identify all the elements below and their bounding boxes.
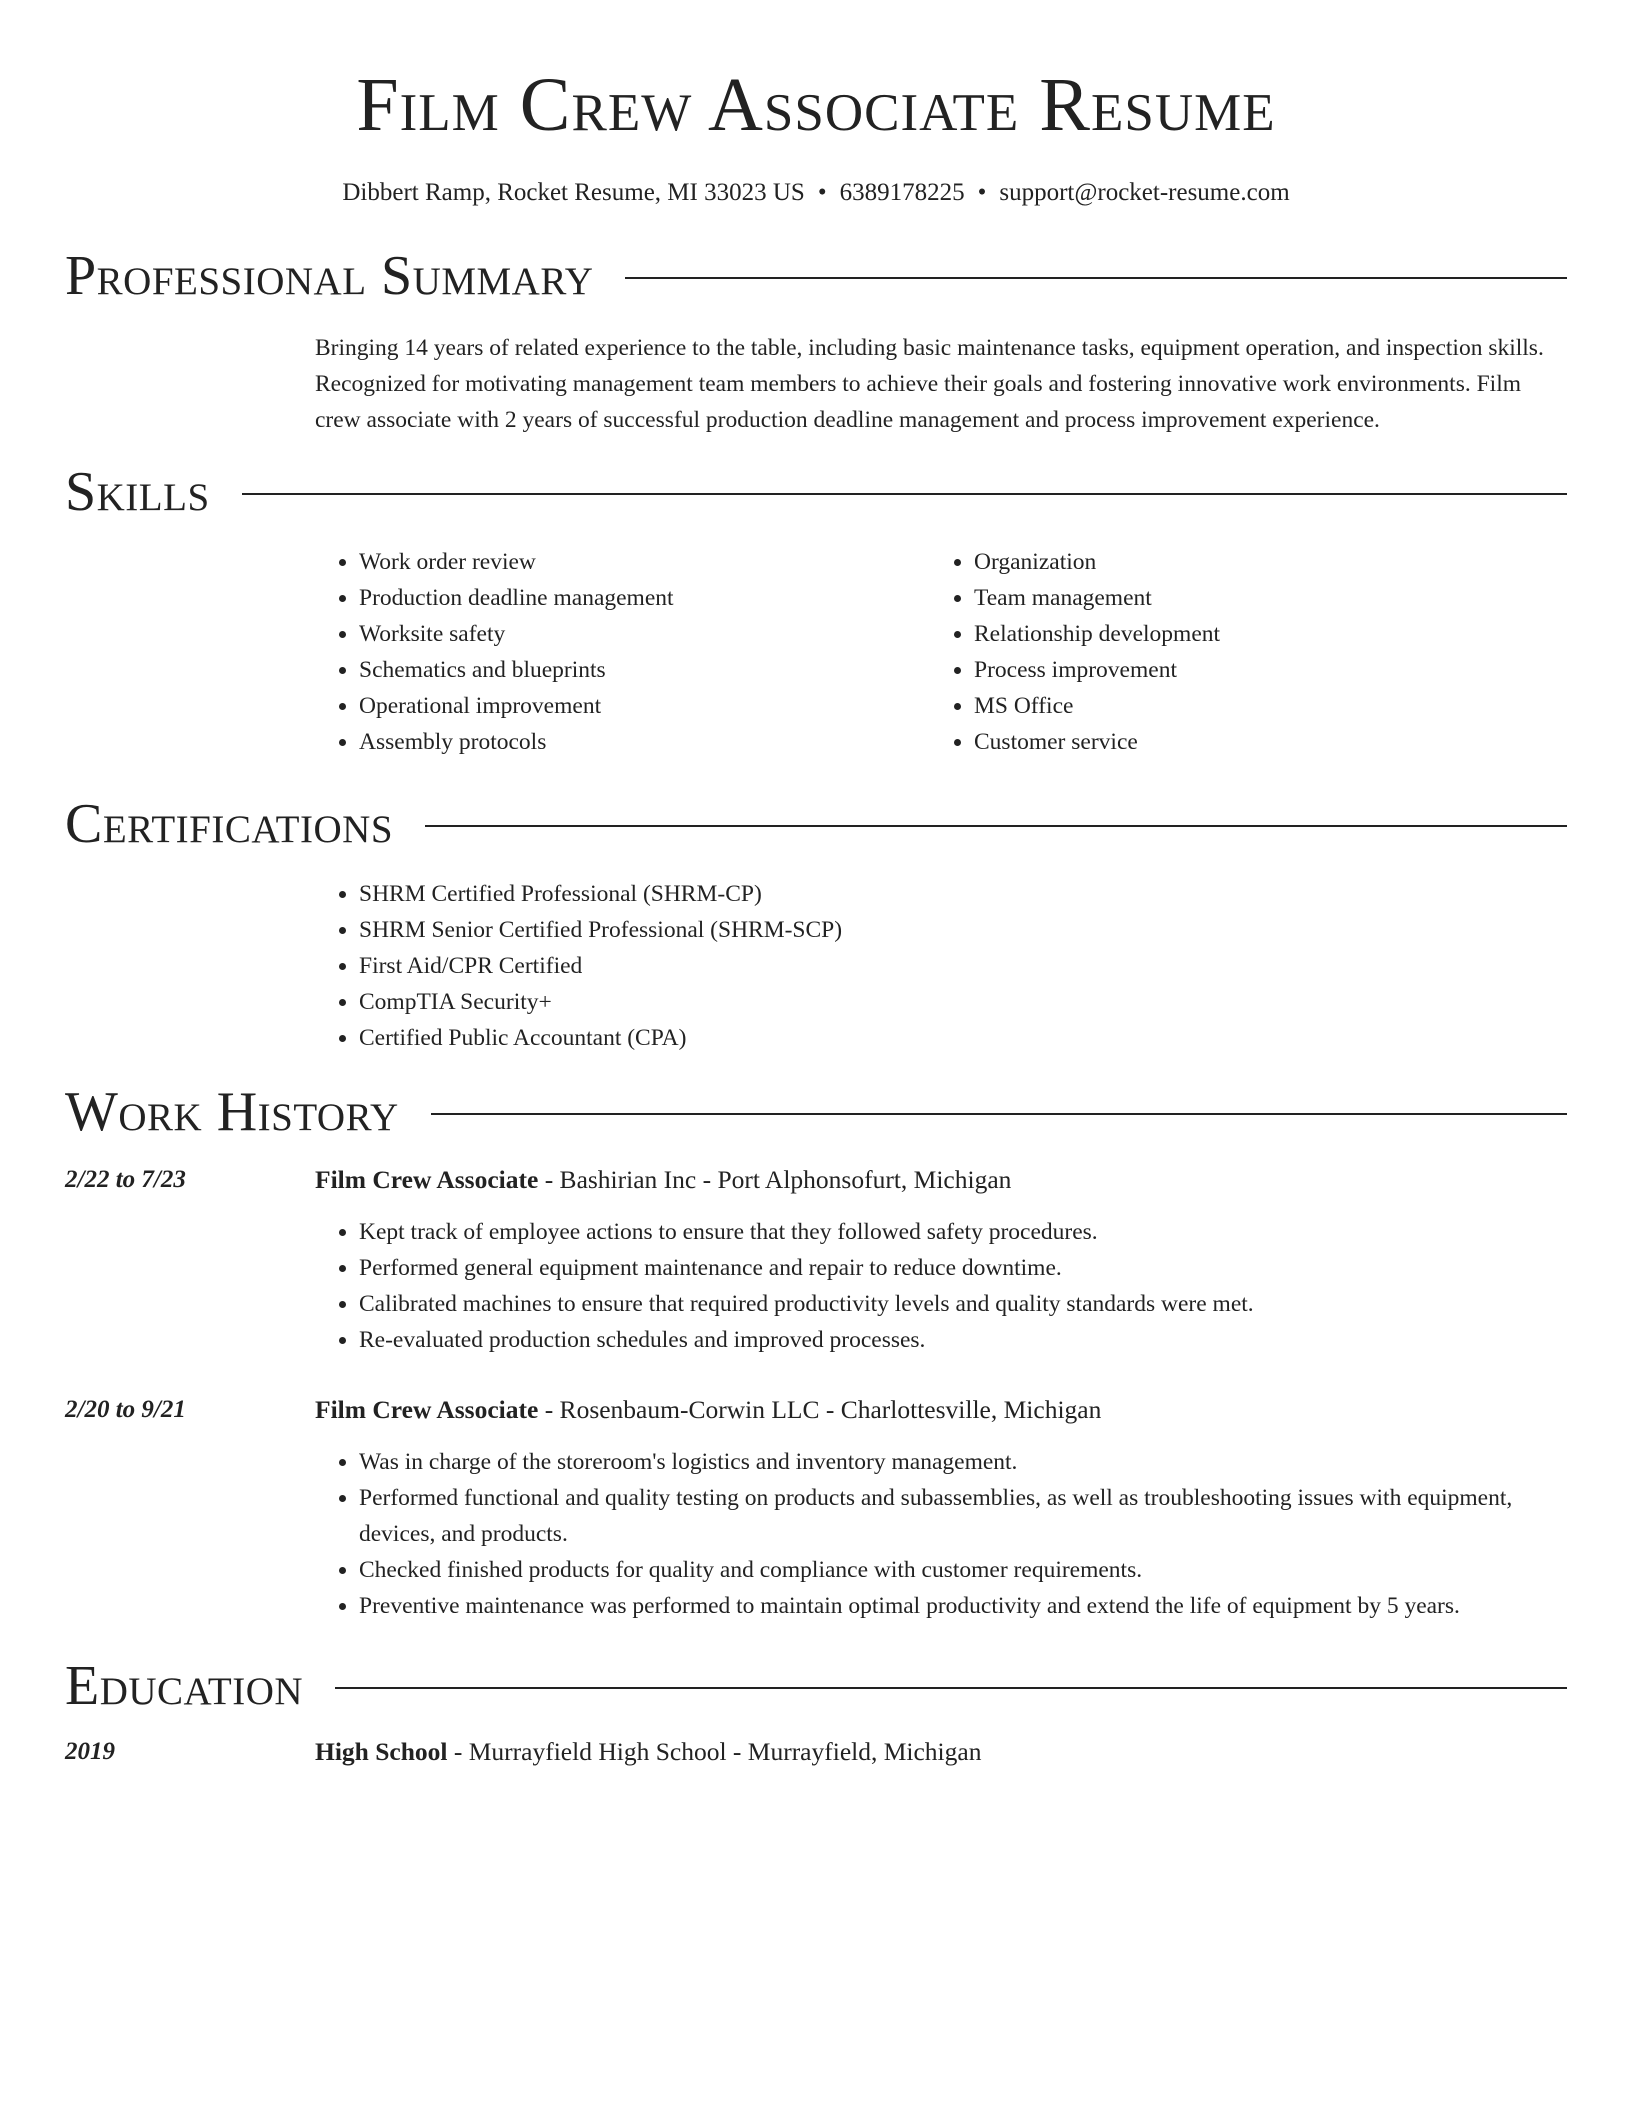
job-bullet: • Performed general equipment maintenance and repair to reduce downtime.: [359, 1250, 1567, 1286]
job-bullet: • Preventive maintenance was performed to maintain optimal productivity and extend the life of equipment by 5 years.: [359, 1588, 1567, 1624]
skill-item: • Worksite safety: [359, 616, 930, 652]
job-bullets: [315, 1444, 1567, 1624]
section-divider: [425, 825, 1567, 827]
section-divider: [625, 277, 1567, 279]
skill-item: • Assembly protocols: [359, 724, 930, 760]
skill-item: • Relationship development: [974, 616, 1545, 652]
certifications-list: [315, 876, 1567, 1056]
skill-item: • Organization: [974, 544, 1545, 580]
contact-phone: 6389178225: [839, 179, 965, 206]
job-date: 2/22 to 7/23: [65, 1166, 186, 1193]
education-section-header: [65, 1654, 1567, 1718]
summary-heading: Professional Summary: [65, 245, 594, 307]
job-bullet: • Kept track of employee actions to ensure that they followed safety procedures.: [359, 1214, 1567, 1250]
section-divider: [242, 493, 1567, 495]
skill-item: • Team management: [974, 580, 1545, 616]
skill-item: • Process improvement: [974, 652, 1545, 688]
skills-column-left: [315, 544, 930, 760]
job-entry: [65, 1392, 1567, 1624]
education-school: - Murrayfield High School - Murrayfield, Michigan: [447, 1737, 982, 1766]
section-divider: [335, 1687, 1567, 1689]
job-bullet: • Performed functional and quality testing on products and subassemblies, as well as troubleshooting issues with equipment, devices, and products.: [359, 1480, 1567, 1552]
job-title: Film Crew Associate: [315, 1165, 539, 1194]
work-history-section-header: [65, 1080, 1567, 1144]
job-bullet: • Calibrated machines to ensure that required productivity levels and quality standards were met.: [359, 1286, 1567, 1322]
skill-item: • MS Office: [974, 688, 1545, 724]
skills-grid: [315, 544, 1567, 760]
job-bullet: • Checked finished products for quality and compliance with customer requirements.: [359, 1552, 1567, 1588]
skill-item: • Schematics and blueprints: [359, 652, 930, 688]
certification-item: • SHRM Senior Certified Professional (SHRM-SCP): [359, 912, 1567, 948]
contact-address: Dibbert Ramp, Rocket Resume, MI 33023 US: [342, 179, 805, 206]
job-date: 2/20 to 9/21: [65, 1396, 186, 1423]
education-heading: Education: [65, 1655, 304, 1717]
certification-item: • SHRM Certified Professional (SHRM-CP): [359, 876, 1567, 912]
work-history-heading: Work History: [65, 1081, 399, 1143]
job-bullet: • Re-evaluated production schedules and improved processes.: [359, 1322, 1567, 1358]
certification-item: • CompTIA Security+: [359, 984, 1567, 1020]
education-date: 2019: [65, 1738, 115, 1765]
skill-item: • Operational improvement: [359, 688, 930, 724]
skills-heading: Skills: [65, 461, 210, 523]
certification-item: • First Aid/CPR Certified: [359, 948, 1567, 984]
certification-item: • Certified Public Accountant (CPA): [359, 1020, 1567, 1056]
skill-item: • Work order review: [359, 544, 930, 580]
job-bullets: [315, 1214, 1567, 1358]
contact-separator: •: [977, 179, 987, 206]
certifications-heading: Certifications: [65, 793, 394, 855]
job-company: - Bashirian Inc - Port Alphonsofurt, Michigan: [538, 1165, 1012, 1194]
contact-email: support@rocket-resume.com: [999, 179, 1290, 206]
summary-text: Bringing 14 years of related experience to the table, including basic maintenance tasks, equipment operation, and inspection skills. Recognized for motivating management team members to achieve their goals and fostering innovative work environments. Film crew associate with 2 years of successful production deadline management and process improvement experience.: [315, 335, 1544, 433]
job-title: Film Crew Associate: [315, 1395, 539, 1424]
job-heading: [315, 1162, 1567, 1198]
contact-line: [65, 178, 1567, 208]
section-divider: [431, 1113, 1567, 1115]
education-degree: High School: [315, 1737, 448, 1766]
skills-section-header: [65, 460, 1567, 524]
skill-item: • Production deadline management: [359, 580, 930, 616]
education-heading-line: [315, 1734, 1567, 1770]
job-company: - Rosenbaum-Corwin LLC - Charlottesville, Michigan: [538, 1395, 1102, 1424]
summary-section-header: [65, 244, 1567, 308]
job-heading: [315, 1392, 1567, 1428]
certifications-section-header: [65, 792, 1567, 856]
contact-separator: •: [817, 179, 827, 206]
skills-column-right: [930, 544, 1545, 760]
skill-item: • Customer service: [974, 724, 1545, 760]
job-bullet: • Was in charge of the storeroom's logistics and inventory management.: [359, 1444, 1567, 1480]
education-entry: [65, 1734, 1567, 1770]
resume-title: Film Crew Associate Resume: [356, 63, 1276, 147]
job-entry: [65, 1162, 1567, 1358]
